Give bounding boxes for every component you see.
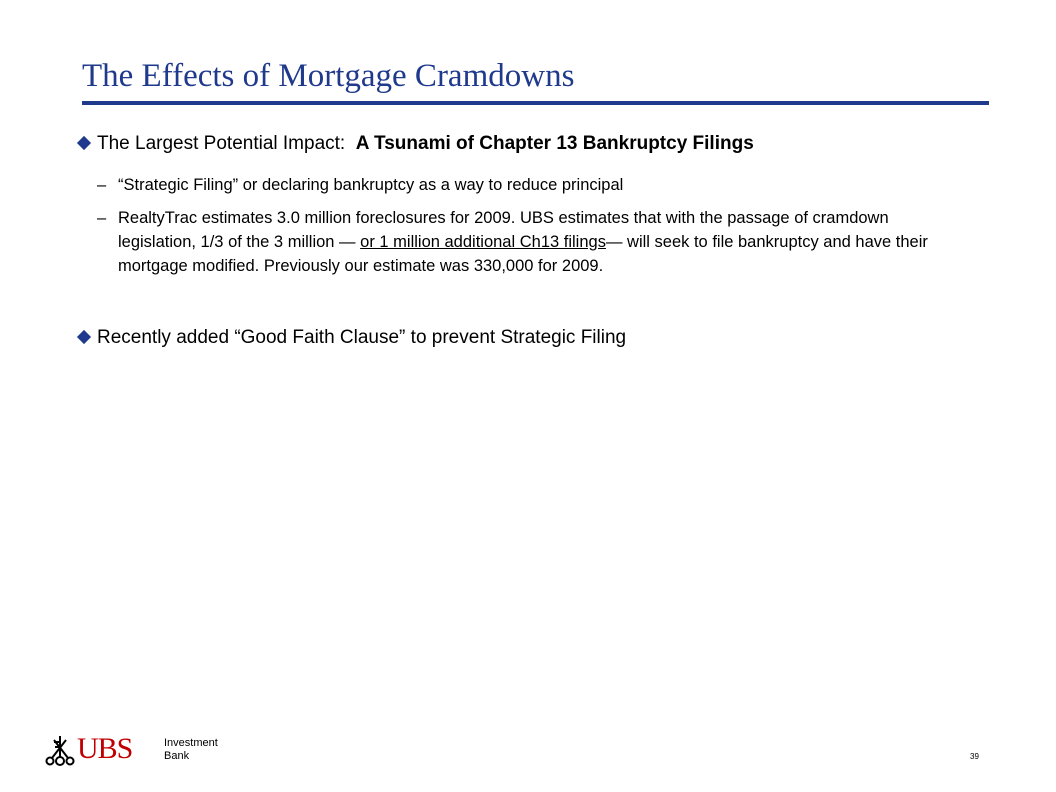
sub-bullet-strategic-filing — [97, 173, 937, 197]
dash-marker: – — [97, 209, 107, 227]
dash-marker: – — [97, 176, 107, 194]
title-underline — [82, 101, 989, 105]
sub-text-underlined: or 1 million additional Ch13 filings — [360, 233, 606, 251]
logo-line-1: Investment — [164, 737, 218, 749]
diamond-bullet-icon — [77, 136, 91, 150]
sub-bullet-realtytrac — [97, 206, 937, 278]
logo-line-2: Bank — [164, 750, 190, 762]
bullet-text: Recently added “Good Faith Clause” to prevent Strategic Filing — [97, 327, 627, 348]
bullet-text — [97, 132, 754, 156]
diamond-bullet-icon — [77, 330, 91, 344]
sub-text-after: — will seek to file bankruptcy and have their mortgage modified. Previously our estimate was 330,000 for 2009. — [118, 233, 928, 275]
sub-bullet-text — [118, 206, 937, 278]
sub-bullet-text: “Strategic Filing” or declaring bankruptcy as a way to reduce principal — [118, 176, 624, 194]
slide-title: The Effects of Mortgage Cramdowns — [82, 58, 575, 94]
page-number: 39 — [970, 752, 979, 761]
investment-bank-label — [164, 737, 218, 763]
sub-text-before: RealtyTrac estimates 3.0 million foreclosures for 2009. UBS estimates that with the passage of cramdown legislation, 1/3 of the 3 million — — [118, 209, 889, 251]
ubs-logo — [44, 732, 218, 768]
ubs-wordmark: UBS — [77, 732, 133, 765]
ubs-keys-icon — [44, 734, 76, 768]
bullet-bold-headline: A Tsunami of Chapter 13 Bankruptcy Filings — [355, 133, 754, 154]
bullet-prefix: The Largest Potential Impact: — [97, 133, 356, 154]
